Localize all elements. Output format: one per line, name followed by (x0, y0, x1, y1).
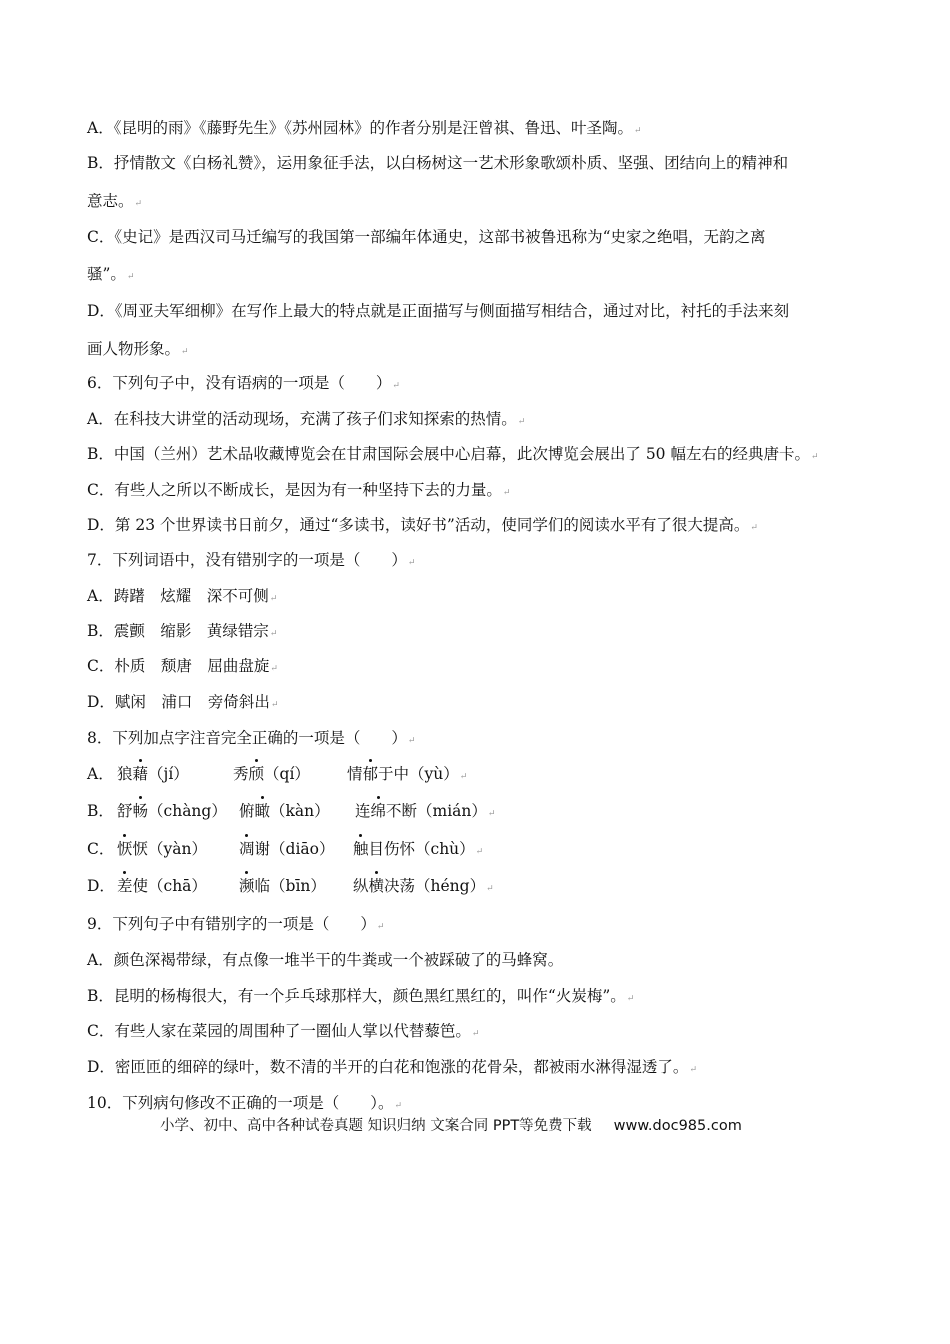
paragraph-mark: ↵ (270, 700, 279, 710)
paragraph-mark: ↵ (407, 736, 416, 746)
emphasis-dot: 瞰 (254, 802, 271, 820)
emphasis-dot: 恹 (117, 840, 133, 858)
q8-option-b: B． 舒畅（chàng） 俯瞰（kàn） 连绵不断（mián）↵ (87, 802, 496, 820)
q7-option-b: B．震颤 缩影 黄绿错宗↵ (87, 622, 278, 640)
q9-stem: 9．下列句子中有错别字的一项是（ ）↵ (87, 915, 385, 933)
emphasis-dot: 濒 (239, 877, 255, 895)
q5-option-c: C．《史记》是西汉司马迁编写的我国第一部编年体通史，这部书被鲁迅称为“史家之绝唱，无韵之离 (87, 228, 766, 246)
emphasis-dot: 绵 (370, 802, 387, 820)
paragraph-mark: ↵ (181, 347, 189, 357)
footer-url[interactable]: www.doc985.com (613, 1118, 742, 1134)
emphasis-dot: 差 (117, 877, 133, 895)
emphasis-dot: 凋 (239, 840, 255, 858)
paragraph-mark: ↵ (126, 272, 135, 282)
q7-stem: 7．下列词语中，没有错别字的一项是（ ）↵ (87, 551, 416, 569)
paragraph-mark: ↵ (517, 417, 526, 427)
q8-option-c: C． 恹恹（yàn） 凋谢（diāo） 触目伤怀（chù）↵ (87, 840, 484, 858)
q7-option-a: A．踌躇 炫耀 深不可侧↵ (87, 587, 278, 605)
q6-stem: 6．下列句子中，没有语病的一项是（ ）↵ (87, 374, 400, 392)
emphasis-dot: 触 (353, 840, 369, 858)
paragraph-mark: ↵ (269, 629, 278, 639)
paragraph-mark: ↵ (502, 488, 511, 498)
q7-option-c: C．朴质 颓唐 屈曲盘旋↵ (87, 657, 278, 675)
q9-option-b: B．昆明的杨梅很大，有一个乒乓球那样大，颜色黑红黑红的，叫作“火炭梅”。↵ (87, 987, 635, 1005)
q6-option-a: A．在科技大讲堂的活动现场，充满了孩子们求知探索的热情。↵ (87, 410, 526, 428)
paragraph-mark: ↵ (269, 594, 278, 604)
q5-option-d-cont: 画人物形象。↵ (87, 340, 189, 358)
q9-option-c: C．有些人家在菜园的周围种了一圈仙人掌以代替藜笆。↵ (87, 1022, 480, 1040)
q5-option-a: A．《昆明的雨》《藤野先生》《苏州园林》的作者分别是汪曾祺、鲁迅、叶圣陶。↵ (87, 119, 642, 137)
paragraph-mark: ↵ (475, 847, 484, 857)
q5-option-d: D．《周亚夫军细柳》在写作上最大的特点就是正面描写与侧面描写相结合，通过对比，衬托的手法来刻 (87, 302, 790, 320)
emphasis-dot: 横 (368, 877, 385, 895)
paragraph-mark: ↵ (394, 1101, 403, 1111)
q8-option-d: D． 差使（chā） 濒临（bīn） 纵横决荡（héng）↵ (87, 877, 494, 895)
q6-option-c: C．有些人之所以不断成长，是因为有一种坚持下去的力量。↵ (87, 481, 511, 499)
paragraph-mark: ↵ (471, 1029, 480, 1039)
footer-text: 小学、初中、高中各种试卷真题 知识归纳 文案合同 PPT等免费下载 (160, 1118, 592, 1134)
paragraph-mark: ↵ (633, 126, 642, 136)
q10-stem: 10．下列病句修改不正确的一项是（ ）。↵ (87, 1094, 403, 1112)
q6-option-b: B．中国（兰州）艺术品收藏博览会在甘肃国际会展中心启幕，此次博览会展出了 50 幅左右的经典唐卡。↵ (87, 445, 819, 463)
paragraph-mark: ↵ (376, 922, 385, 932)
q9-option-a: A．颜色深褐带绿，有点像一堆半干的牛粪或一个被踩破了的马蜂窝。 (87, 951, 564, 969)
q8-stem: 8．下列加点字注音完全正确的一项是（ ）↵ (87, 729, 416, 747)
q5-option-b: B．抒情散文《白杨礼赞》，运用象征手法，以白杨树这一艺术形象歌颂朴质、坚强、团结向上的精神和 (87, 154, 789, 172)
paragraph-mark: ↵ (407, 558, 416, 568)
paragraph-mark: ↵ (459, 772, 468, 782)
paragraph-mark: ↵ (810, 452, 819, 462)
emphasis-dot: 郁 (362, 765, 379, 783)
paragraph-mark: ↵ (689, 1065, 697, 1075)
page-footer (160, 1116, 742, 1136)
paragraph-mark: ↵ (392, 381, 400, 391)
emphasis-dot: 藉 (132, 765, 149, 783)
paragraph-mark: ↵ (626, 994, 635, 1004)
paragraph-mark: ↵ (487, 809, 496, 819)
q6-option-d: D．第 23 个世界读书日前夕，通过“多读书，读好书”活动，使同学们的阅读水平有了很大提高。↵ (87, 516, 758, 534)
q9-option-d: D．密匝匝的细碎的绿叶，数不清的半开的白花和饱涨的花骨朵，都被雨水淋得湿透了。↵ (87, 1058, 697, 1076)
q8-option-a: A． 狼藉（jí） 秀颀（qí） 情郁于中（yù）↵ (87, 765, 468, 783)
q5-option-c-cont: 骚”。↵ (87, 265, 135, 283)
q7-option-d: D．赋闲 浦口 旁倚斜出↵ (87, 693, 279, 711)
q5-option-b-cont: 意志。↵ (87, 192, 143, 210)
paragraph-mark: ↵ (270, 664, 278, 674)
paragraph-mark: ↵ (134, 199, 143, 209)
emphasis-dot: 畅 (132, 802, 149, 820)
paragraph-mark: ↵ (486, 884, 494, 894)
paragraph-mark: ↵ (750, 523, 758, 533)
emphasis-dot: 颀 (248, 765, 265, 783)
